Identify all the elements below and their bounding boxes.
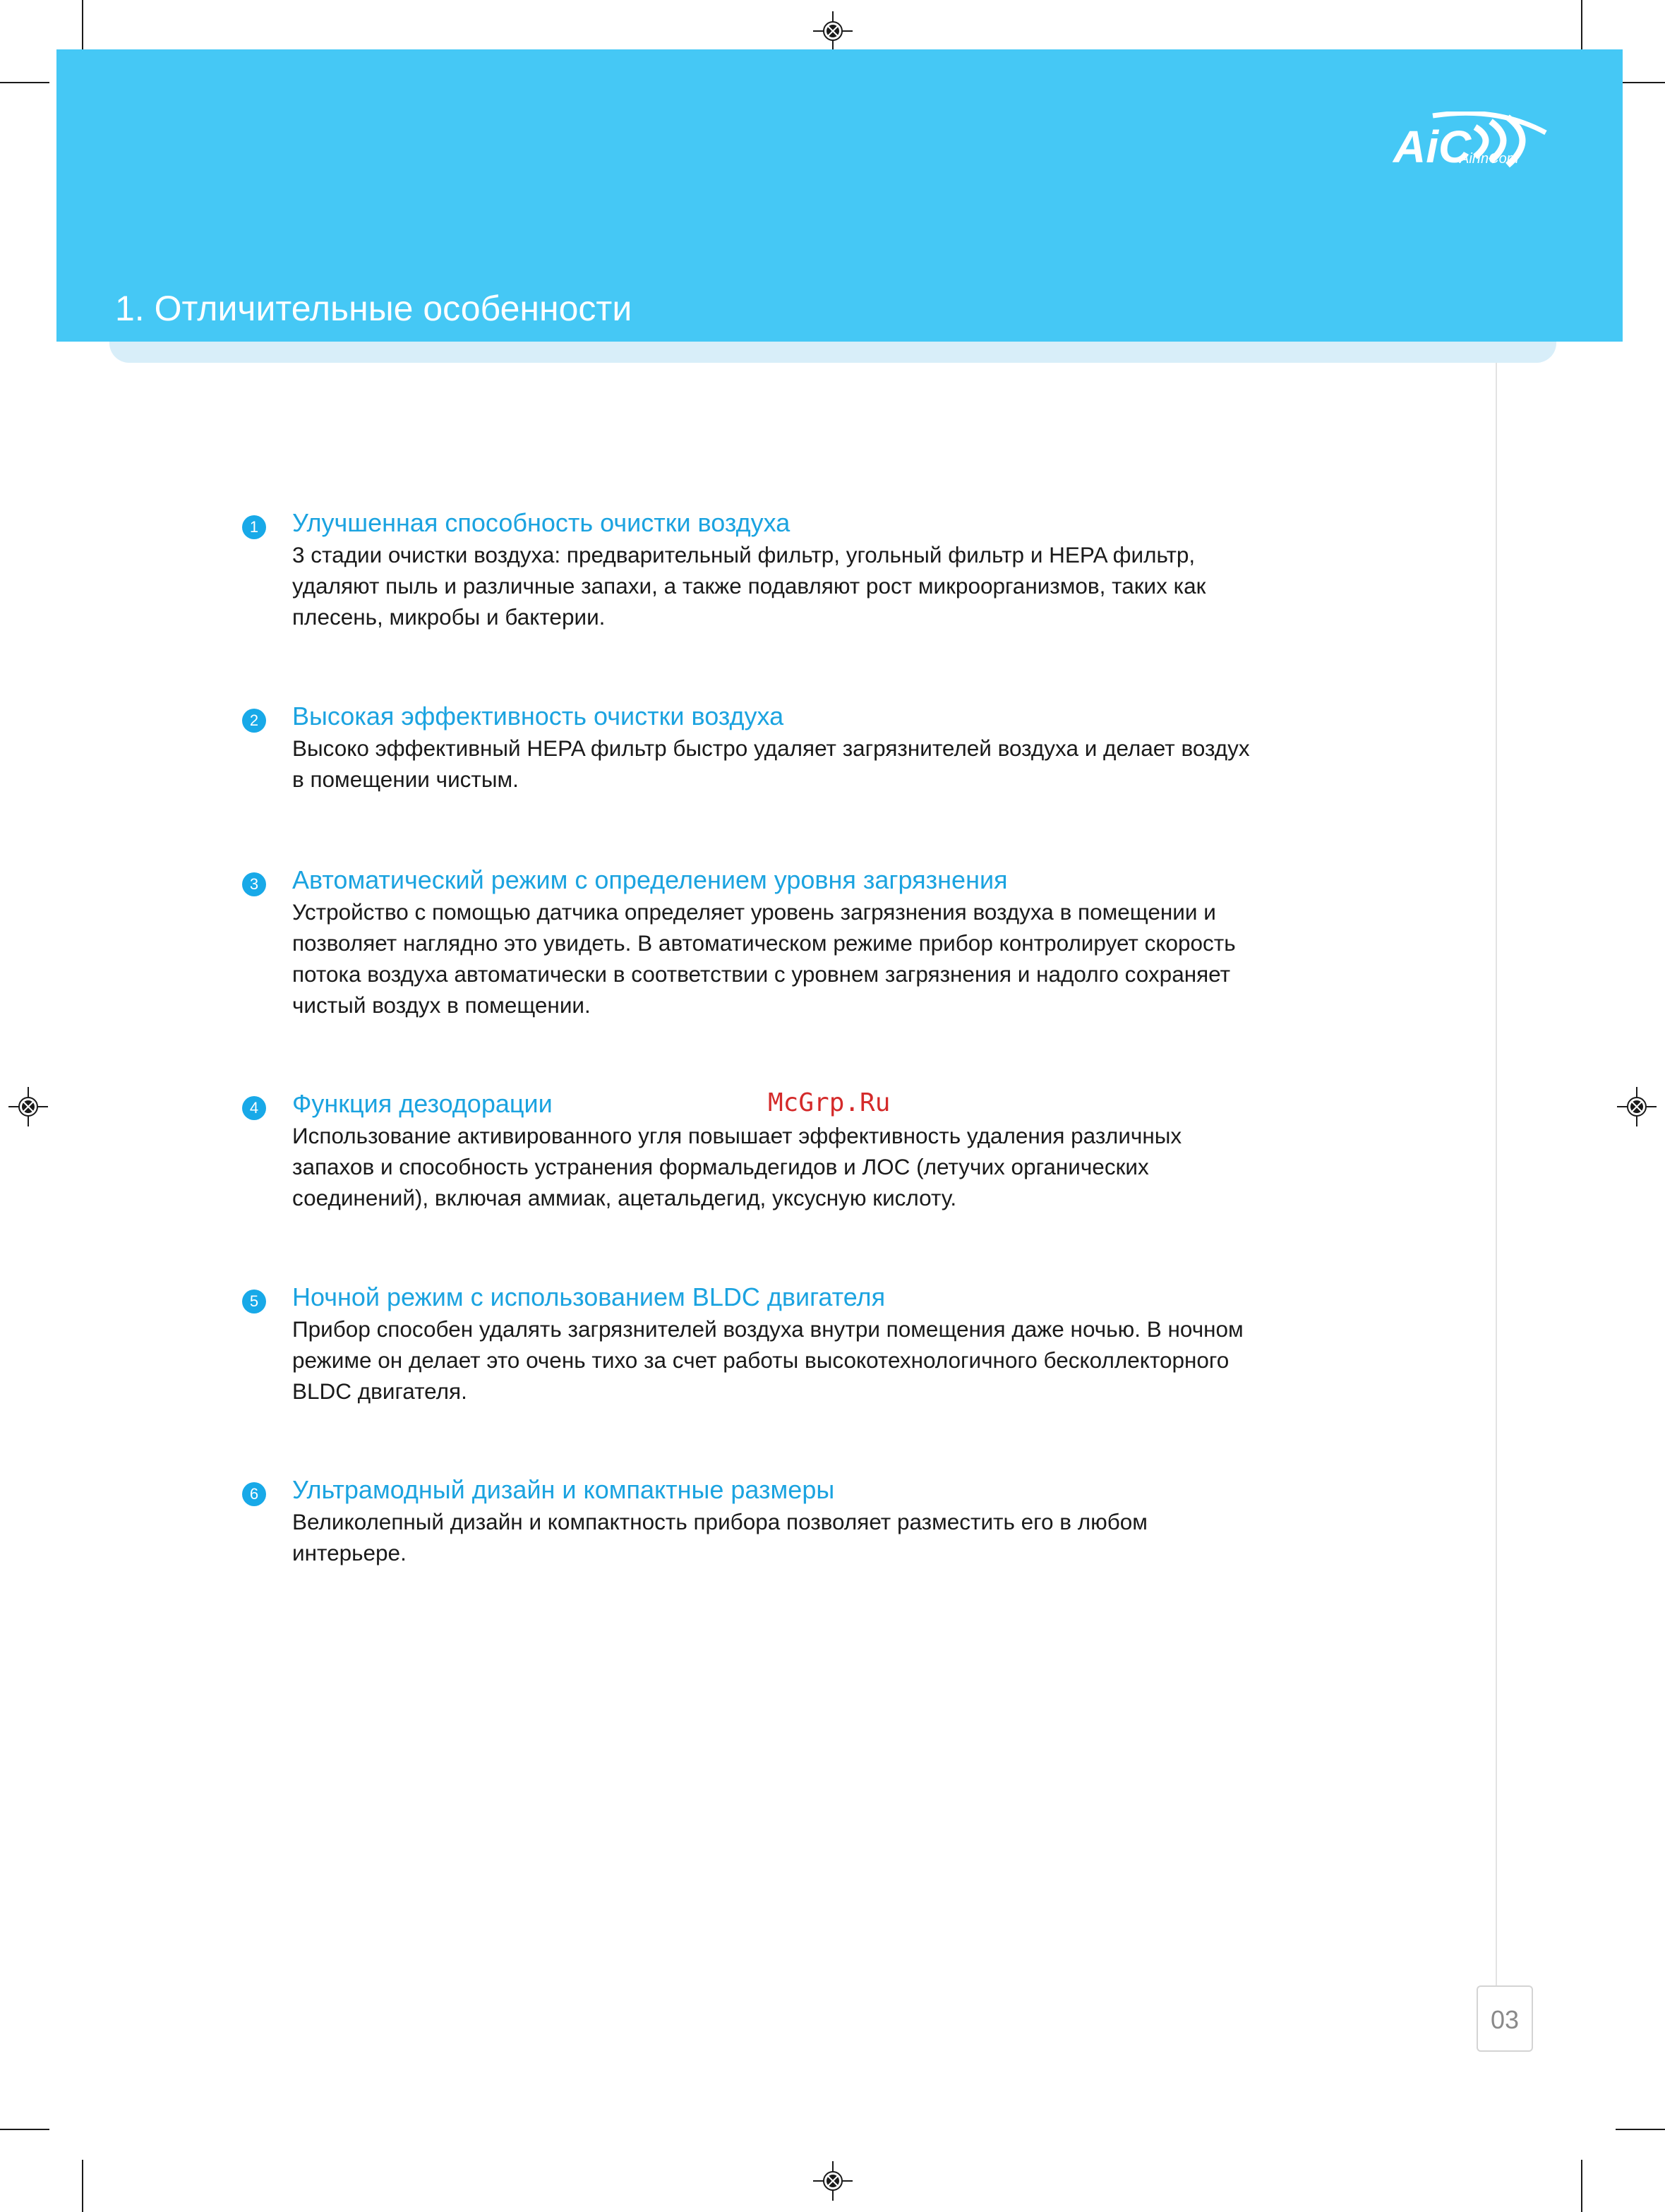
- feature-number-badge: 2: [242, 709, 266, 733]
- feature-title: Высокая эффективность очистки воздуха: [292, 702, 784, 731]
- feature-number-badge: 5: [242, 1290, 266, 1314]
- margin-line: [1496, 363, 1497, 1986]
- feature-title: Ночной режим с использованием BLDC двигателя: [292, 1282, 886, 1311]
- registration-mark-icon: [813, 2161, 853, 2201]
- feature-description: Высоко эффективный HEPA фильтр быстро удаляет загрязнителей воздуха и делает воздух в помещении чистым.: [292, 735, 1250, 792]
- feature-number-badge: 1: [242, 515, 266, 539]
- page-number: 03: [1490, 2005, 1520, 2034]
- registration-mark-icon: [813, 11, 853, 51]
- crop-mark: [1616, 2129, 1665, 2130]
- watermark: McGrp.Ru: [768, 1088, 891, 1117]
- feature-number-badge: 4: [242, 1096, 266, 1120]
- crop-mark: [1616, 82, 1665, 83]
- crop-mark: [0, 82, 49, 83]
- feature-number-badge: 6: [242, 1482, 266, 1506]
- header-shadow: [109, 342, 1556, 363]
- crop-mark: [82, 0, 83, 49]
- feature-title: Автоматический режим с определением уровня загрязнения: [292, 865, 1008, 894]
- crop-mark: [82, 2160, 83, 2212]
- registration-mark-icon: [8, 1087, 48, 1126]
- crop-mark: [1581, 0, 1582, 49]
- page-number-box: [1477, 1985, 1533, 2052]
- logo-subtitle: AirInCom: [1460, 151, 1519, 167]
- page-title: 1. Отличительные особенности: [115, 289, 632, 328]
- feature-title: Улучшенная способность очистки воздуха: [292, 508, 791, 537]
- feature-description: Устройство с помощью датчика определяет уровень загрязнения воздуха в помещении и позволяет наглядно это увидеть. В автоматическом режиме прибор контролирует скорость потока воздуха автоматически в соответствии с уровнем загрязнения и надолго сохраняет чистый воздух в помещении.: [292, 899, 1236, 1018]
- feature-description: Использование активированного угля повышает эффективность удаления различных запахов и способность устранения формальдегидов и ЛОС (летучих органических соединений), включая аммиак, ацетальдегид, уксусную кислоту.: [292, 1123, 1182, 1210]
- feature-title: Функция дезодорации: [292, 1089, 553, 1118]
- svg-text:AiC: AiC: [1393, 121, 1472, 172]
- feature-number-badge: 3: [242, 872, 266, 896]
- feature-description: 3 стадии очистки воздуха: предварительный фильтр, угольный фильтр и HEPA фильтр, удаляют пыль и различные запахи, а также подавляют рост микроорганизмов, таких как плесень, микробы и бактерии.: [292, 542, 1206, 630]
- crop-mark: [1581, 2160, 1582, 2212]
- feature-title: Ультрамодный дизайн и компактные размеры: [292, 1475, 835, 1504]
- feature-description: Прибор способен удалять загрязнителей воздуха внутри помещения даже ночью. В ночном режиме он делает это очень тихо за счет работы высокотехнологичного бесколлекторного BLDC двигателя.: [292, 1316, 1244, 1404]
- registration-mark-icon: [1617, 1087, 1657, 1126]
- crop-mark: [0, 2129, 49, 2130]
- feature-description: Великолепный дизайн и компактность прибора позволяет разместить его в любом интерьере.: [292, 1509, 1148, 1565]
